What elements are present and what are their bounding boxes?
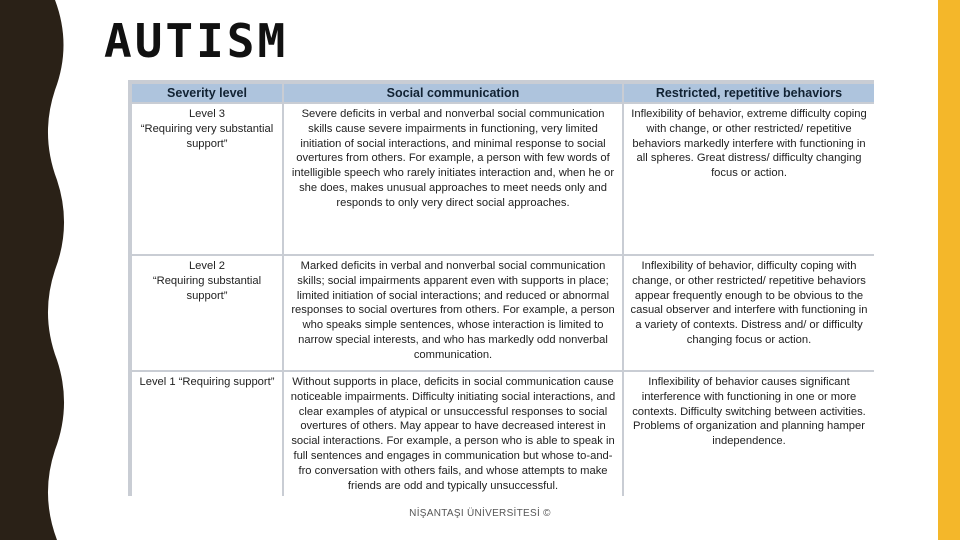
severity-table <box>130 82 876 498</box>
restricted-behaviors-cell: Inflexibility of behavior, extreme difficulty coping with change, or other restricted/ repetitive behaviors markedly interfere with functioning in all spheres. Great distress/ difficulty changing focus or action. <box>624 104 874 254</box>
header-severity-level: Severity level <box>132 84 282 102</box>
social-communication-cell: Severe deficits in verbal and nonverbal social communication skills cause severe impairments in functioning, very limited initiation of social interactions, and minimal response to social overtures from others. For example, a person with few words of intelligible speech who rarely initiates interaction and, when he or she does, makes unusual approaches to meet needs only and responds to only very direct social approaches. <box>284 104 622 254</box>
support-description: “Requiring support” <box>178 376 275 388</box>
social-communication-cell: Marked deficits in verbal and nonverbal social communication skills; social impairments apparent even with supports in place; limited initiation of social interactions; and reduced or abnormal responses to social overtures from others. For example, a person who speaks simple sentences, whose interaction is limited to narrow special interests, and who has markedly odd nonverbal communication. <box>284 256 622 370</box>
table-header-row <box>132 84 874 102</box>
left-decorative-band <box>0 0 70 540</box>
severity-table-frame <box>128 80 874 496</box>
support-description: “Requiring very substantial support” <box>140 122 274 150</box>
severity-cell <box>132 104 282 254</box>
severity-level: Level 3 <box>188 108 226 120</box>
table-row <box>132 104 874 254</box>
header-social-communication: Social communication <box>284 84 622 102</box>
header-restricted-behaviors: Restricted, repetitive behaviors <box>624 84 874 102</box>
table-row <box>132 372 874 496</box>
severity-cell <box>132 256 282 370</box>
right-accent-band <box>938 0 960 540</box>
support-description: “Requiring substantial support” <box>152 274 262 302</box>
table-row <box>132 256 874 370</box>
severity-level: Level 2 <box>188 260 226 272</box>
slide-footer: NİŞANTAŞI ÜNİVERSİTESİ © <box>409 508 551 519</box>
severity-level: Level 1 <box>139 376 176 388</box>
restricted-behaviors-cell: Inflexibility of behavior, difficulty coping with change, or other restricted/ repetitive behaviors appear frequently enough to be obvious to the casual observer and interfere with functioning in a variety of contexts. Distress and/ or difficulty changing focus or action. <box>624 256 874 370</box>
slide-title: AUTISM <box>104 14 289 68</box>
social-communication-cell: Without supports in place, deficits in social communication cause noticeable impairments. Difficulty initiating social interactions, and clear examples of atypical or unsuccessful responses to social overtures of others. May appear to have decreased interest in social interactions. For example, a person who is able to speak in full sentences and engages in communication but whose to-and-fro conversation with others fails, and whose attempts to make friends are odd and typically unsuccessful. <box>284 372 622 496</box>
restricted-behaviors-cell: Inflexibility of behavior causes significant interference with functioning in one or more contexts. Difficulty switching between activities. Problems of organization and planning hamper independence. <box>624 372 874 496</box>
severity-cell <box>132 372 282 496</box>
wavy-band-shape <box>0 0 70 540</box>
